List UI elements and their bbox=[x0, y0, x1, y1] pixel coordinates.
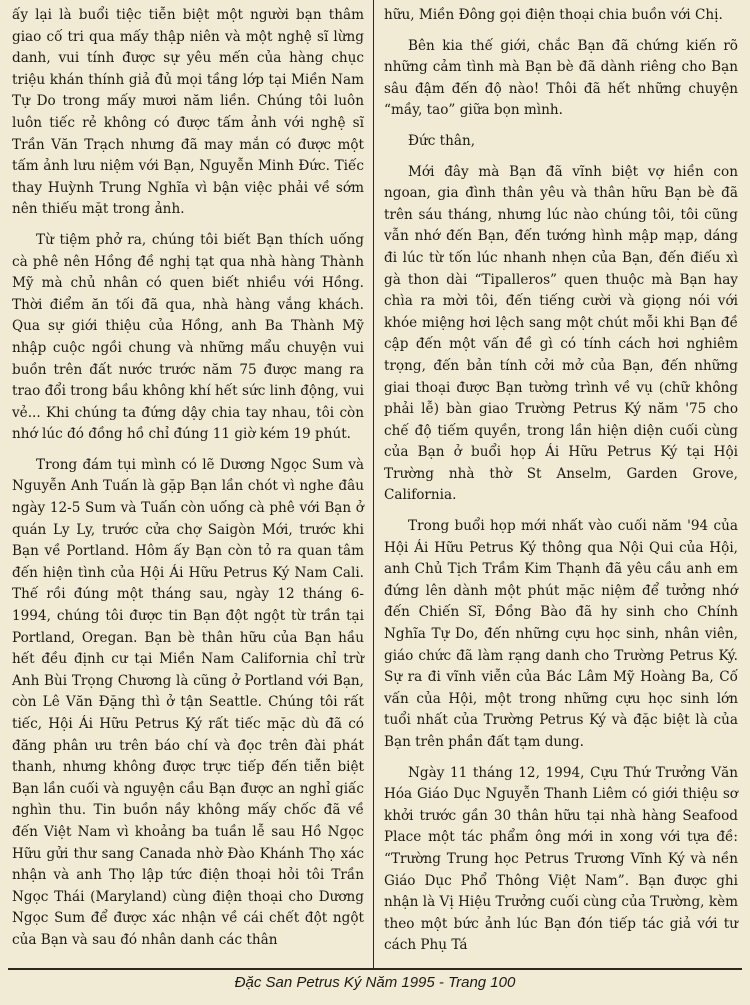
paragraph: Bên kia thế giới, chắc Bạn đã chứng kiến rõ những cảm tình mà Bạn bè đã dành riêng cho Bạn sâu đậm đến độ nào! Thôi đã hết những chuyện “mầy, tao” giữa bọn mình. bbox=[384, 37, 738, 119]
column-divider bbox=[373, 0, 374, 968]
footer-rule bbox=[8, 968, 742, 970]
paragraph: hữu, Miền Đông gọi điện thoại chia buồn với Chị. bbox=[384, 7, 723, 23]
paragraph: Trong buổi họp mới nhất vào cuối năm '94 của Hội Ái Hữu Petrus Ký thông qua Nội Qui của Hội, anh Chủ Tịch Trầm Kim Thạnh đã yêu cầu anh em đứng lên dành một phút mặc niệm để tưởng nhớ đến Chiến Sĩ, Đồng Bào đã hy sinh cho Chính Nghĩa Tự Do, đến những cựu học sinh, nhân viên, giáo chức đã làm rạng danh cho Trường Petrus Ký. Sự ra đi vĩnh viễn của Bác Lâm Mỹ Hoàng Ba, Cố vấn của Hội, một trong những cựu học sinh lớn tuổi nhất của Trường Petrus Ký và đặc biệt là của Bạn trên phần đất tạm dung. bbox=[384, 518, 738, 750]
paragraph: Ngày 11 tháng 12, 1994, Cựu Thứ Trưởng Văn Hóa Giáo Dục Nguyễn Thanh Liêm có giới thiệu sơ khởi trước gần 30 thân hữu tại nhà hàng Seafood Place một tác phẩm ông mới in xong với tựa đề: “Trường Trung học Petrus Trương Vĩnh Ký và nền Giáo Dục Phổ Thông Việt Nam”. Bạn được ghi nhận là Vị Hiệu Trưởng cuối cùng của Trường, kèm theo một bức ảnh lúc Bạn đón tiếp tác giả với tư cách Phụ Tá bbox=[384, 764, 738, 954]
left-column bbox=[12, 5, 364, 948]
salutation: Đức thân, bbox=[408, 132, 476, 149]
paragraph: Từ tiệm phở ra, chúng tôi biết Bạn thích uống cà phê nên Hồng đề nghị tạt qua nhà hàng Thành Mỹ mà chủ nhân có quen biết nhiều với Hồng. Thời điểm ăn tối đã qua, nhà hàng vắng khách. Qua sự giới thiệu của Hồng, anh Ba Thành Mỹ nhập cuộc ngồi chung và những mẩu chuyện vui buồn trên đất nước trước năm 75 được mang ra trao đổi trong bầu không khí hết sức linh động, vui vẻ... Khi chúng ta đứng dậy chia tay nhau, tôi còn nhớ lúc đó đồng hồ chỉ đúng 11 giờ kém 19 phút. bbox=[12, 231, 364, 443]
paragraph: Mới đây mà Bạn đã vĩnh biệt vợ hiền con ngoan, gia đình thân yêu và thân hữu Bạn bè đã trên sáu tháng, nhưng lúc nào chúng tôi, tôi cũng vẫn nhớ đến Bạn, đến tướng hình mập mạp, dáng đi lúc từ tốn lúc nhanh nhẹn của Bạn, đến điếu xì gà thon dài “Tipalleros” quen thuộc mà Bạn hay chìa ra mời tôi, đến tiếng cười và giọng nói với khóe miệng hơi lệch sang một chút mỗi khi Bạn đề cập đến một vấn đề gì có tính cách hơi nghiêm trọng, đến bản tính cởi mở của Bạn, đến những giai thoại được Bạn tường trình về vụ (chữ không phải lễ) bàn giao Trường Petrus Ký năm '75 cho chế độ tiếm quyền, trong lần hiện diện cuối cùng của Bạn ở buổi họp Ái Hữu Petrus Ký tại Hội Trường nhà thờ St Anselm, Garden Grove, California. bbox=[384, 163, 738, 504]
right-column bbox=[384, 5, 738, 954]
paragraph: ấy lại là buổi tiệc tiễn biệt một người bạn thâm giao cố tri qua mấy thập niên và một nghệ sĩ lừng danh, vui tính được sự yêu mến của hàng chục triệu khán thính giả đủ mọi tầng lớp tại Miền Nam Tự Do trong mấy mươi năm liền. Chúng tôi luôn luôn tiếc rẻ không có được tấm ảnh với nghệ sĩ Trần Văn Trạch nhưng đã may mắn có được một tấm ảnh lưu niệm với Bạn, Nguyễn Minh Đức. Tiếc thay Huỳnh Trung Nghĩa vì bận việc phải về sớm nên thiếu mặt trong ảnh. bbox=[12, 7, 364, 218]
paragraph: Trong đám tụi mình có lẽ Dương Ngọc Sum và Nguyễn Anh Tuấn là gặp Bạn lần chót vì nghe đâu ngày 12-5 Sum và Tuấn còn uống cà phê với Bạn ở quán Ly Ly, trước cửa chợ Saigòn Mới, trước khi Bạn về Portland. Hôm ấy Bạn còn tỏ ra quan tâm đến hiện tình của Hội Ái Hữu Petrus Ký Nam Cali. Thế rồi đúng một tháng sau, ngày 12 tháng 6-1994, chúng tôi được tin Bạn đột ngột từ trần tại Portland, Oregan. Bạn bè thân hữu của Bạn hầu hết đều định cư tại Miền Nam California chỉ trừ Anh Bùi Trọng Chương là cũng ở Portland với Bạn, còn Lê Văn Đặng thì ở tận Seattle. Chúng tôi rất tiếc, Hội Ái Hữu Petrus Ký rất tiếc mặc dù đã có đăng phân ưu trên báo chí và đọc trên đài phát thanh, nhưng không được trực tiếp đến tiễn biệt Bạn lần cuối và nguyện cầu Bạn được an nghỉ giấc nghìn thu. Tin buồn nầy không mấy chốc đã về đến Việt Nam vì khoảng ba tuần lễ sau Hồ Ngọc Hữu gửi thư sang Canada nhờ Đào Khánh Thọ xác nhận và anh Thọ lập tức điện thoại hỏi tôi Trần Ngọc Thái (Maryland) cùng điện thoại cho Dương Ngọc Sum để được xác nhận về cái chết đột ngột của Bạn và sau đó nhân danh các thân bbox=[12, 456, 364, 948]
page-footer: Đặc San Petrus Ký Năm 1995 - Trang 100 bbox=[234, 974, 516, 991]
